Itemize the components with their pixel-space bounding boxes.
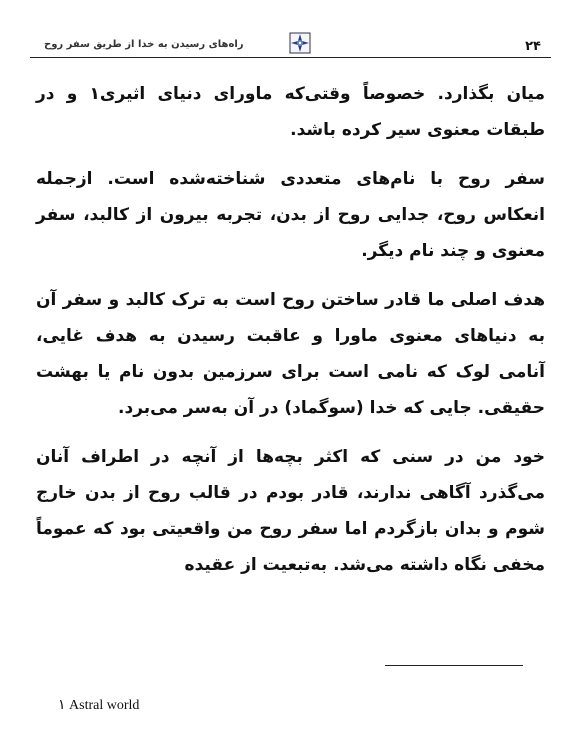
paragraph-3: هدف اصلی ما قادر ساختن روح است به ترک کالبد و سفر آن به دنیاهای معنوی ماورا و عاقبت رسیدن به هدف غایی، آنامی لوک که نامی است برای سرزمین بدون نام یا بهشت حقیقی. جایی که خدا (سوگماد) در آن به‌سر می‌برد.: [36, 290, 545, 418]
footnote-rule: [385, 665, 523, 666]
ornament-emblem-icon: [289, 32, 311, 54]
footnote: [58, 697, 139, 714]
header-rule: [30, 57, 551, 58]
footnote-marker: ۱: [58, 698, 66, 713]
paragraph-4: خود من در سنی که اکثر بچه‌ها از آنچه در اطراف آنان می‌گذرد آگاهی ندارند، قادر بودم در قالب روح از بدن خارج شوم و بدان بازگردم اما سفر روح من واقعیتی بود که عموماً مخفی نگاه داشته می‌شد. به‌تبعیت از عقیده: [36, 447, 545, 575]
page-number: ۲۴: [525, 39, 541, 54]
paragraph-2: سفر روح با نام‌های متعددی شناخته‌شده است. ازجمله انعکاس روح، جدایی روح از بدن، تجربه بیرون از کالبد، سفر معنوی و چند نام دیگر.: [36, 169, 545, 261]
running-title: راه‌های رسیدن به خدا از طریق سفر روح: [44, 39, 244, 50]
paragraph-1: میان بگذارد. خصوصاً وقتی‌که ماورای دنیای اثیری۱ و در طبقات معنوی سیر کرده باشد.: [36, 84, 545, 140]
body-text: [36, 76, 545, 596]
footnote-text: Astral world: [69, 698, 140, 713]
